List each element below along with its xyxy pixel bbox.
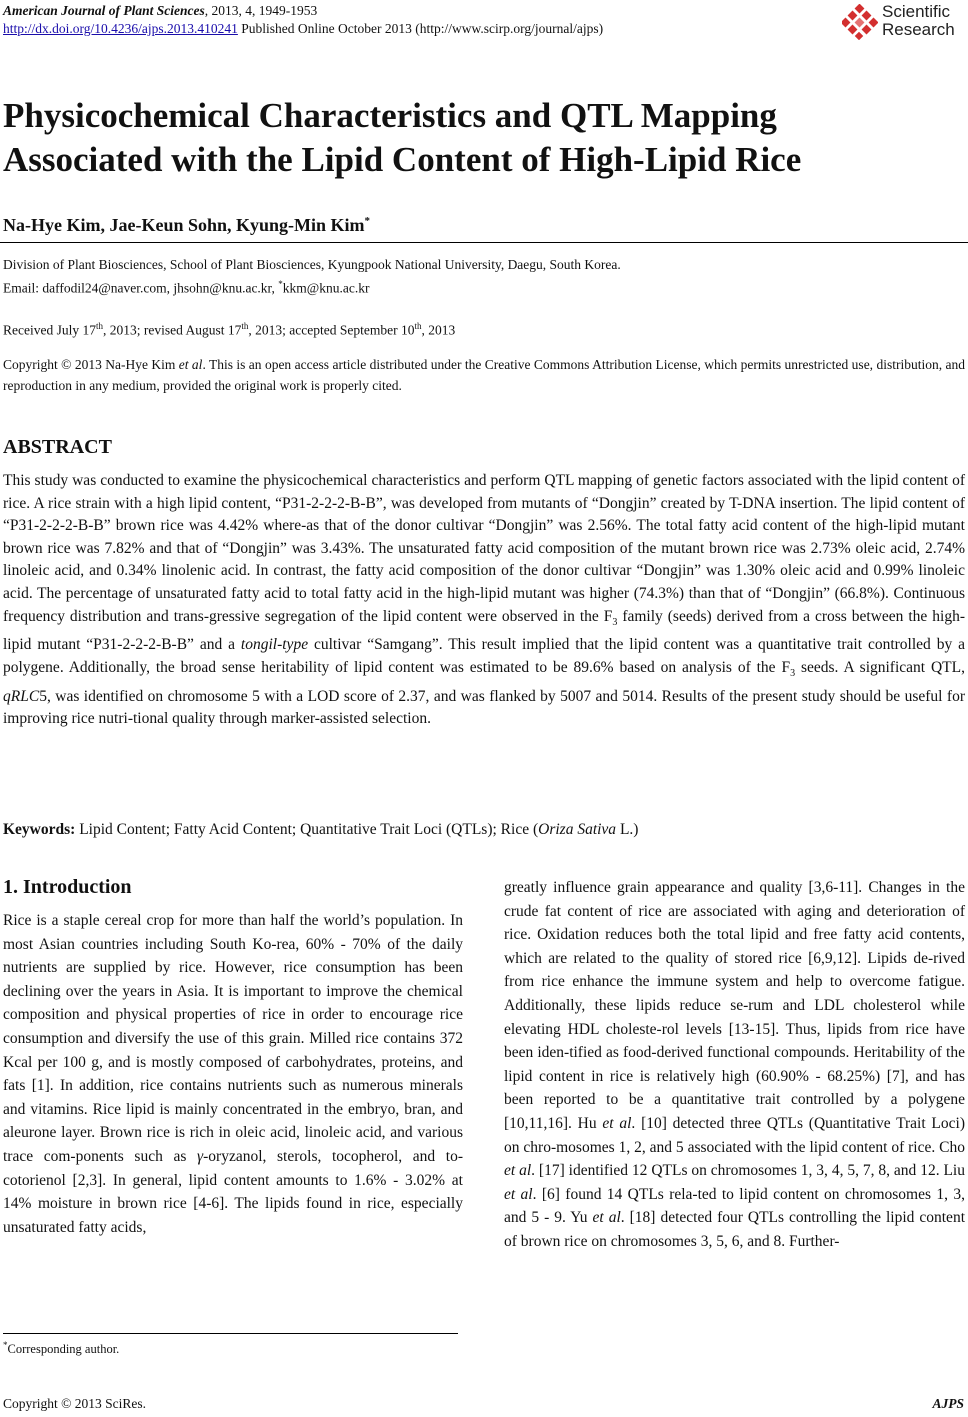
logo-diamond-icon: [842, 4, 878, 40]
footnote: [3, 1340, 119, 1357]
email-line: [3, 275, 369, 298]
intro-column-2: [504, 876, 965, 1254]
abstract-text: seeds. A significant QTL,: [795, 658, 965, 676]
footer-journal: AJPS: [932, 1396, 964, 1411]
intro-italic: et al: [592, 1209, 621, 1227]
intro-column-1: [3, 909, 463, 1239]
date-received: Received July 17: [3, 322, 96, 338]
intro-italic: et al: [602, 1114, 632, 1132]
intro-text: Rice is a staple cereal crop for more than half the world’s population. In most Asian countries including South Ko-rea, 60% - 70% of the daily nutrients are supplied by rice. However, rice consumption has been declining over the years in Asia. It is important to improve the chemical composition and physical properties of rice in order to encourage rice consumption and diversify the use of this grain. Milled rice contains 372 Kcal per 100 g, and is mostly composed of carbohydrates, proteins, and fats [1]. In addition, rice contains nutrients such as numerous minerals and vitamins. Rice lipid is mainly concentrated in the embryo, bran, and aleurone layer. Brown rice is rich in oleic acid, linoleic acid, and various trace com-ponents such as: [3, 912, 463, 1165]
keywords-label: Keywords:: [3, 821, 76, 838]
copyright-text-rest: . This is an open access article distributed under the Creative Commons Attribution License, which permits unrestricted use, distribution, and reproduction in any medium, provided the original work is properly cited.: [3, 357, 965, 393]
abstract-text: cultivar “Samgang”. This result implied that the lipid content was a quantitative trait controlled by a polygene. Additionally, the broad sense heritability of lipid content was estimated to be 89.6% based on analysis of the F: [3, 636, 965, 676]
scientific-research-logo: [842, 2, 964, 42]
abstract-text: family (seeds) derived from a cross between the high-lipid mutant “P31-2-2-2-B-B” and a: [3, 607, 965, 654]
date-sup: th: [95, 321, 103, 331]
intro-italic: γ: [197, 1147, 204, 1165]
intro-italic: et al: [504, 1162, 532, 1180]
doi-line: [3, 20, 603, 38]
introduction-heading: 1. Introduction: [3, 876, 132, 898]
keywords-text: Lipid Content; Fatty Acid Content; Quantitative Trait Loci (QTLs); Rice (: [75, 821, 539, 838]
date-revised: , 2013; revised August 17: [103, 322, 242, 338]
published-info: Published Online October 2013 (http://www.scirp.org/journal/ajps): [237, 21, 604, 36]
keywords-end: L.): [616, 821, 639, 838]
paper-title: Physicochemical Characteristics and QTL Mapping Associated with the Lipid Content of High-Lipid Rice: [3, 96, 802, 179]
volume-info: , 2013, 4, 1949-1953: [204, 3, 318, 18]
email-text: Email: daffodil24@naver.com, jhsohn@knu.ac.kr,: [3, 280, 279, 296]
keywords-italic: Oriza Sativa: [538, 821, 617, 838]
date-end: , 2013: [421, 322, 456, 338]
intro-italic: et al: [504, 1185, 533, 1203]
intro-text: . [6] found 14 QTLs rela-ted to lipid content on chromosomes 1, 3, and 5 - 9. Yu: [504, 1185, 965, 1227]
journal-header: [3, 2, 603, 38]
abstract-sub: 3: [612, 616, 618, 628]
intro-text: -oryzanol, sterols, tocopherol, and to-cotorienol [2,3]. In general, lipid content amounts to 1.6% - 3.02% at 14% moisture in brown rice [4-6]. The lipids found in rice, especially unsaturated fatty acids,: [3, 1147, 463, 1236]
footnote-mark: *: [3, 1340, 8, 1350]
journal-citation: [3, 2, 603, 20]
author-list: [3, 215, 370, 236]
date-sup: th: [414, 321, 422, 331]
abstract-text: This study was conducted to examine the physicochemical characteristics and perform QTL mapping of genetic factors associated with the lipid content of rice. A rice strain with a high lipid content, “P31-2-2-2-B-B”, was developed from mutants of “Dongjin” created by T-DNA insertion. The lipid content of “P31-2-2-2-B-B” brown rice was 4.42% where-as that of the donor cultivar “Dongjin” was 2.56%. The total fatty acid content of the high-lipid mutant brown rice was 7.82% and that of “Dongjin” was 3.43%. The unsaturated fatty acid composition of the mutant brown rice was 2.73% oleic acid, 2.74% linoleic acid, and 0.34% linolenic acid. In contrast, the fatty acid composition of the donor cultivar “Dongjin” was 1.30% oleic acid and 0.99% linoleic acid. The percentage of unsaturated fatty acid to total fatty acid in the high-lipid mutant was higher (74.3%) than that of “Dongjin” (66.8%). Continuous frequency distribution and trans-gressive segregation of the lipid content were observed in the F: [3, 472, 965, 625]
copyright-text: Copyright © 2013 Na-Hye Kim: [3, 357, 179, 372]
abstract-body: [3, 470, 965, 731]
footnote-text: Corresponding author.: [7, 1342, 120, 1357]
date-accepted: , 2013; accepted September 10: [248, 322, 415, 338]
email-mark: *: [278, 279, 283, 289]
abstract-italic: qRLC: [3, 687, 40, 705]
intro-text: . [10] detected three QTLs (Quantitative Trait Loci) on chro-mosomes 1, 2, and 5 associated with the lipid content of rice. Cho: [504, 1114, 965, 1156]
affiliation: Division of Plant Biosciences, School of Plant Biosciences, Kyungpook National University, Daegu, South Korea.: [3, 257, 621, 272]
footnote-rule: [3, 1333, 458, 1334]
abstract-italic: tongil-type: [240, 636, 309, 654]
doi-link[interactable]: http://dx.doi.org/10.4236/ajps.2013.410241: [3, 21, 238, 36]
abstract-text: 5, was identified on chromosome 5 with a LOD score of 2.37, and was flanked by 5007 and 5014. Results of the present study should be useful for improving rice nutri-tional quality through marker-assisted selection.: [3, 687, 965, 728]
copyright-etal: et al: [178, 357, 203, 372]
journal-name: American Journal of Plant Sciences: [3, 3, 205, 18]
abstract-sub: 3: [790, 667, 796, 679]
copyright-notice: [3, 354, 965, 396]
intro-text: . [18] detected four QTLs controlling the lipid content of brown rice on chromosomes 3, 5, 6, and 8. Further-: [504, 1209, 965, 1250]
logo-line-1: Scientific: [882, 2, 951, 21]
footer-copyright: Copyright © 2013 SciRes.: [3, 1396, 147, 1411]
corresponding-mark: *: [364, 215, 371, 227]
date-sup: th: [241, 321, 249, 331]
author-names: Na-Hye Kim, Jae-Keun Sohn, Kyung-Min Kim: [3, 215, 365, 235]
intro-text: greatly influence grain appearance and quality [3,6-11]. Changes in the crude fat content of rice are associated with aging and deterioration of rice. Oxidation reduces both the total lipid and free fatty acid contents, which are related to the quality of stored rice [6,9,12]. Lipids de-rived from rice enhance the immune system and help to overcome fatigue. Additionally, these lipids reduce se-rum and LDL cholesterol while elevating HDL choleste-rol levels [13-15]. Thus, lipids from rice have been iden-tified as food-derived functional compounds. Heritability of the lipid content in rice is relatively high (60.90% - 68.25%) [7], and has been reported to be a quantitative trait controlled by a polygene [10,11,16]. Hu: [504, 879, 965, 1132]
received-dates: [3, 317, 455, 340]
title-rule: [0, 242, 968, 243]
logo-line-2: Research: [882, 20, 955, 39]
abstract-heading: ABSTRACT: [3, 436, 112, 458]
keywords: [3, 819, 965, 841]
email-last: kkm@knu.ac.kr: [282, 280, 370, 296]
intro-text: . [17] identified 12 QTLs on chromosomes 1, 3, 4, 5, 7, 8, and 12. Liu: [531, 1162, 965, 1180]
